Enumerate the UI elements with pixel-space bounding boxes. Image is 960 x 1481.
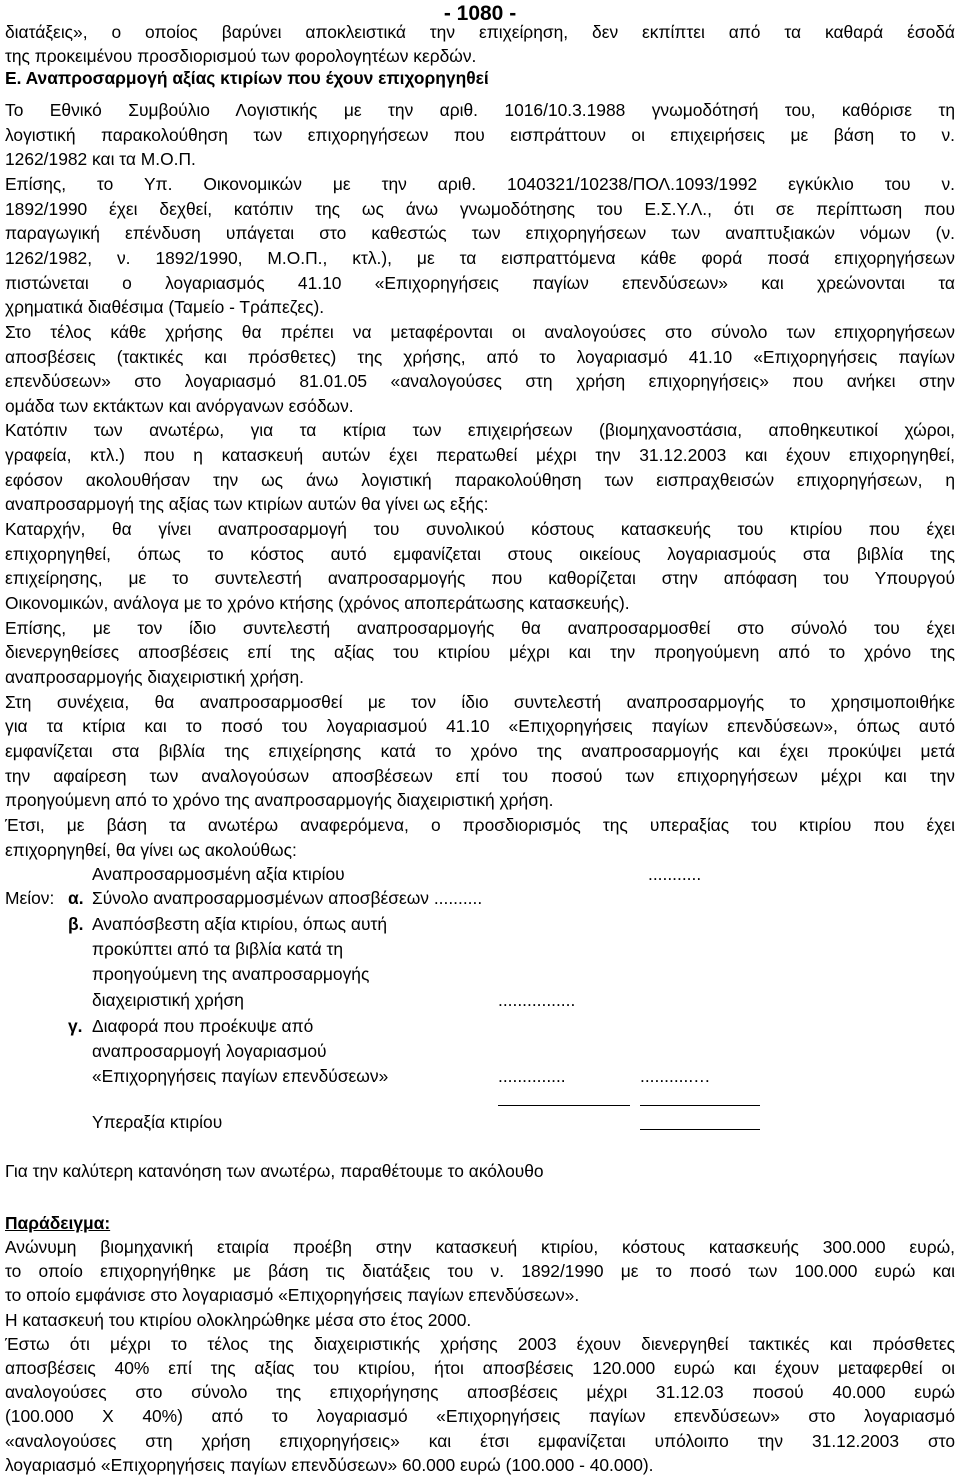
text-line: Οικονομικών, ανάλογα με το χρόνο κτήσης (χρόνος αποπεράτωσης κατασκευής). bbox=[5, 593, 630, 613]
subtotal-rule-right bbox=[640, 1105, 760, 1106]
item-b-letter: β. bbox=[68, 914, 84, 934]
revalued-value-label: Αναπροσαρμοσμένη αξία κτιρίου bbox=[92, 864, 345, 884]
text-line: επιχορηγηθεί, θα γίνει ως ακολούθως: bbox=[5, 839, 297, 860]
text-line: Επίσης, το Υπ. Οικονομικών με την αριθ. 1040321/10238/ΠΟΛ.1093/1992 εγκύκλιο του ν. bbox=[5, 173, 955, 194]
text-line: της προκειμένου προσδιορισμού των φορολογητέων κερδών. bbox=[5, 45, 477, 66]
example-line: Έστω ότι μέχρι το τέλος της διαχειριστικής χρήσης 2003 έχουν διενεργηθεί τακτικές και πρόσθετες bbox=[5, 1333, 955, 1354]
item-c-dots-right: ...........… bbox=[640, 1066, 711, 1086]
text-line: Έτσι, με βάση τα ανωτέρω αναφερόμενα, ο προσδιορισμός της υπεραξίας του κτιρίου που έχει bbox=[5, 814, 955, 835]
text-line: προηγούμενη από το χρόνο της αναπροσαρμογής διαχειριστική χρήση. bbox=[5, 790, 554, 811]
text-line: διενεργηθείσες αποσβέσεις επί της αξίας του κτιρίου μέχρι και την προηγούμενη από το χρόνο της bbox=[5, 642, 955, 663]
text-line: επιχείρησης, με το συντελεστή αναπροσαρμογής που καθορίζεται στην απόφαση του Υπουργού bbox=[5, 568, 955, 589]
text-line: επιχορηγηθεί, όπως το κόστος αυτό εμφανίζεται στους οικείους λογαριασμούς στα βιβλία της bbox=[5, 543, 955, 564]
example-line: το οποίο επιχορηγήθηκε με βάση τις διατάξεις του ν. 1892/1990 με το ποσό των 100.000 ευρώ και bbox=[5, 1261, 955, 1282]
text-line: διατάξεις», ο οποίος βαρύνει αποκλειστικά την επιχείρηση, δεν εκπίπτει από τα καθαρά έσοδά bbox=[5, 22, 955, 42]
text-line: λογιστική παρακολούθηση των επιχορηγήσεων που εισπράττουν οι επιχειρήσεις με βάση το ν. bbox=[5, 124, 955, 145]
subtotal-rule-left bbox=[498, 1105, 630, 1106]
example-line: Ανώνυμη βιομηχανική εταιρία προέβη στην κατασκευή κτιρίου, κόστους κατασκευής 300.000 ευρώ, bbox=[5, 1237, 955, 1257]
example-line: λογαριασμό «Επιχορηγήσεις παγίων επενδύσεων» 60.000 ευρώ (100.000 - 40.000). bbox=[5, 1454, 654, 1475]
text-line: Κατόπιν των ανωτέρω, για τα κτίρια των επιχειρήσεων (βιομηχανοστάσια, αποθηκευτικοί χώροι, bbox=[5, 420, 955, 441]
text-line: αναπροσαρμογής διαχειριστική χρήση. bbox=[5, 666, 305, 687]
text-line: Στη συνέχεια, θα αναπροσαρμοσθεί με τον ίδιο συντελεστή αναπροσαρμογής το χρησιμοποιθήκε bbox=[5, 691, 955, 712]
text-line: χρηματικά διαθέσιμα (Ταμείο - Τράπεζες). bbox=[5, 297, 325, 318]
text-line: γραφεία, κτλ.) που η κατασκευή αυτών έχει περατωθεί μέχρι την 31.12.2003 και έχουν επιχορηγηθεί, bbox=[5, 445, 955, 466]
surplus-label: Υπεραξία κτιρίου bbox=[92, 1112, 223, 1132]
item-b-line: προηγούμενη της αναπροσαρμογής bbox=[92, 964, 370, 984]
example-line: «αναλογούσες στη χρήση επιχορηγήσεις» και έτσι εμφανίζεται υπόλοιπο την 31.12.2003 στο bbox=[5, 1430, 955, 1451]
text-line: παραγωγική επένδυση υπάγεται στο καθεστώς των επιχορηγήσεων των αναπτυξιακών νόμων (ν. bbox=[5, 223, 955, 244]
page-number: - 1080 - bbox=[443, 2, 517, 25]
text-line: Το Εθνικό Συμβούλιο Λογιστικής με την αριθ. 1016/10.3.1988 γνωμοδότησή του, καθόρισε τη bbox=[5, 100, 955, 120]
text-line: επενδύσεων» στο λογαριασμό 81.01.05 «αναλογούσες στη χρήση επιχορηγήσεις» που ανήκει στην bbox=[5, 371, 955, 392]
example-line: Η κατασκευή του κτιρίου ολοκληρώθηκε μέσα στο έτος 2000. bbox=[5, 1309, 472, 1330]
text-line: αποσβέσεις (τακτικές και πρόσθετες) της χρήσης, από το λογαριασμό 41.10 «Επιχορηγήσεις παγίων bbox=[5, 346, 955, 367]
text-line: εφόσον ακολουθήσαν την ως άνω λογιστική παρακολούθηση των εισπραχθεισών επιχορηγήσεων, η bbox=[5, 469, 955, 490]
text-line: Επίσης, με τον ίδιο συντελεστή αναπροσαρμογής θα αναπροσαρμοσθεί στο σύνολό του έχει bbox=[5, 617, 955, 638]
example-line: (100.000 Χ 40%) από το λογαριασμό «Επιχορηγήσεις παγίων επενδύσεων» στο λογαριασμό bbox=[5, 1406, 955, 1427]
item-b-dots: ................ bbox=[498, 990, 576, 1010]
text-line: την αφαίρεση των αναλογούσων αποσβέσεων επί του ποσού των επιχορηγήσεων μέχρι και την bbox=[5, 765, 955, 786]
text-line: Καταρχήν, θα γίνει αναπροσαρμογή του συνολικού κόστους κατασκευής του κτιρίου που έχει bbox=[5, 519, 955, 540]
text-line: για τα κτίρια και το ποσό του λογαριασμού 41.10 «Επιχορηγήσεις παγίων επενδύσεων», όπως αυτό bbox=[5, 716, 955, 737]
text-line: Στο τέλος κάθε χρήσης θα πρέπει να μεταφέρονται οι αναλογούσες στο σύνολο των επιχορηγήσεων bbox=[5, 321, 955, 342]
text-line: πιστώνεται ο λογαριασμός 41.10 «Επιχορηγήσεις παγίων επενδύσεων» και χρεώνονται τα bbox=[5, 272, 955, 293]
example-heading: Παράδειγμα: bbox=[5, 1213, 111, 1233]
item-c-dots-left: .............. bbox=[498, 1066, 566, 1086]
example-line: το οποίο εμφάνισε στο λογαριασμό «Επιχορηγήσεις παγίων επενδύσεων». bbox=[5, 1285, 580, 1306]
text-line: εμφανίζεται στα βιβλία της επιχείρησης κατά το χρόνο της αναπροσαρμογής και έχει προκύψει μετά bbox=[5, 740, 955, 761]
item-b-line: προκύπτει από τα βιβλία κατά τη bbox=[92, 939, 344, 959]
item-a-letter: α. bbox=[68, 888, 84, 908]
section-heading: Ε. Αναπροσαρμογή αξίας κτιρίων που έχουν επιχορηγηθεί bbox=[5, 68, 489, 88]
example-intro: Για την καλύτερη κατανόηση των ανωτέρω, παραθέτουμε το ακόλουθο bbox=[5, 1161, 544, 1181]
revalued-value-dots: ........... bbox=[648, 864, 702, 884]
item-c-line: αναπροσαρμογή λογαριασμού bbox=[92, 1041, 327, 1061]
total-rule bbox=[640, 1129, 760, 1130]
item-a-text: Σύνολο αναπροσαρμοσμένων αποσβέσεων .......... bbox=[92, 888, 483, 908]
example-line: αναλογούσες στο σύνολο της επιχορήγησης αποσβέσεις μέχρι 31.12.03 ποσού 40.000 ευρώ bbox=[5, 1382, 955, 1403]
text-line: ομάδα των εκτάκτων και ανόργανων εσόδων. bbox=[5, 395, 354, 416]
item-b-line: Αναπόσβεστη αξία κτιρίου, όπως αυτή bbox=[92, 914, 387, 934]
item-c-line: «Επιχορηγήσεις παγίων επενδύσεων» bbox=[92, 1066, 389, 1086]
text-line: 1262/1982 και τα Μ.Ο.Π. bbox=[5, 149, 196, 170]
example-line: αποσβέσεις 40% επί της αξίας του κτιρίου, ήτοι αποσβέσεις 120.000 ευρώ και έχουν μεταφερθεί οι bbox=[5, 1358, 955, 1378]
item-b-line: διαχειριστική χρήση bbox=[92, 990, 244, 1010]
item-c-letter: γ. bbox=[68, 1016, 83, 1036]
text-line: 1262/1982, ν. 1892/1990, Μ.Ο.Π., κτλ.), με τα εισπραττόμενα κάθε φορά ποσά επιχορηγήσεων bbox=[5, 247, 955, 268]
text-line: αναπροσαρμογή της αξίας των κτιρίων αυτών θα γίνει ως εξής: bbox=[5, 494, 489, 515]
item-c-line: Διαφορά που προέκυψε από bbox=[92, 1016, 314, 1036]
minus-label: Μείον: bbox=[5, 888, 55, 908]
text-line: 1892/1990 έχει δεχθεί, κατόπιν της ως άνω γνωμοδότησης του Ε.Σ.Υ.Λ., ότι σε περίπτωση που bbox=[5, 198, 955, 219]
